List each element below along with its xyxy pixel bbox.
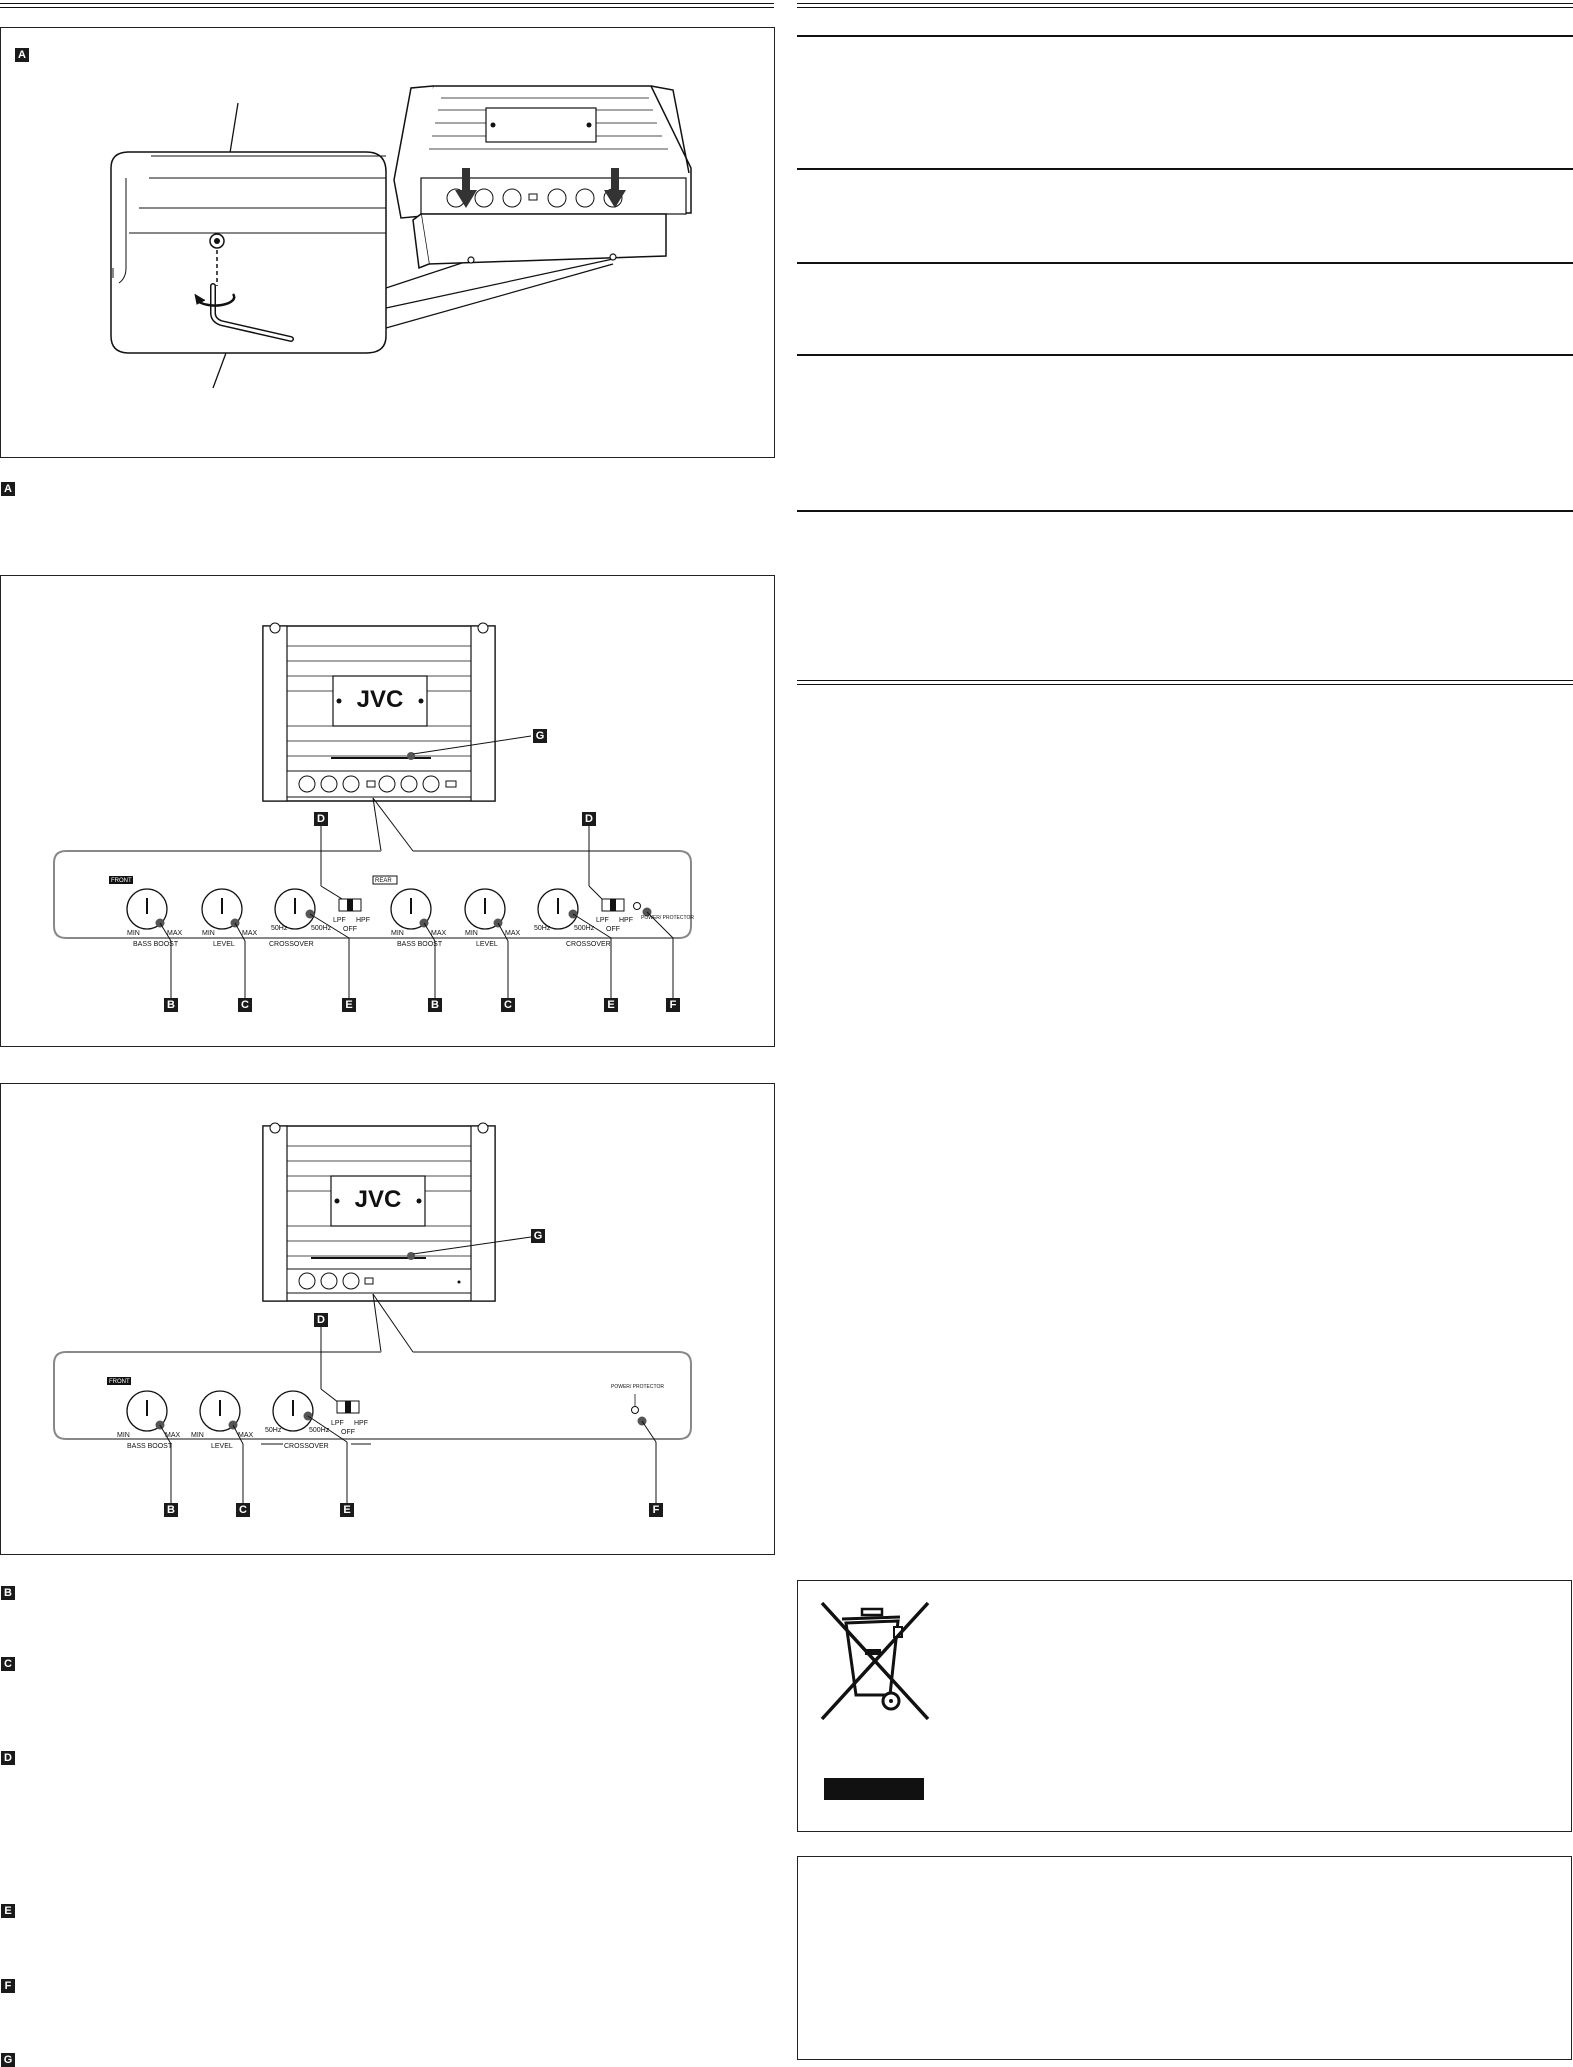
figure-a-panel bbox=[0, 27, 775, 458]
svg-text:LPF: LPF bbox=[596, 917, 609, 924]
legend-b-marker: B bbox=[1, 1586, 15, 1600]
svg-text:BASS BOOST: BASS BOOST bbox=[133, 941, 179, 948]
svg-text:FRONT: FRONT bbox=[111, 878, 132, 884]
callout-4ch-f: F bbox=[666, 998, 680, 1012]
svg-text:LPF: LPF bbox=[331, 1420, 344, 1427]
svg-text:MIN: MIN bbox=[202, 930, 215, 937]
disposal-notice-box bbox=[797, 1580, 1572, 1832]
svg-text:MIN: MIN bbox=[127, 930, 140, 937]
svg-text:MAX: MAX bbox=[238, 1432, 254, 1439]
section-rule-6 bbox=[797, 680, 1573, 685]
amplifier-iso bbox=[394, 86, 691, 268]
svg-text:CROSSOVER: CROSSOVER bbox=[269, 941, 314, 948]
cover-removal-illustration bbox=[1, 28, 774, 457]
svg-text:OFF: OFF bbox=[341, 1429, 355, 1436]
svg-text:LEVEL: LEVEL bbox=[211, 1443, 233, 1450]
brand-logo-4ch: JVC bbox=[356, 686, 404, 713]
callout-2ch-f: F bbox=[649, 1503, 663, 1517]
svg-text:50Hz: 50Hz bbox=[534, 925, 551, 932]
section-rule-2 bbox=[797, 168, 1573, 170]
svg-text:500Hz: 500Hz bbox=[309, 1427, 330, 1434]
brand-logo-2ch: JVC bbox=[354, 1186, 402, 1213]
crossed-out-wheelie-bin-icon bbox=[808, 1591, 948, 1821]
callout-4ch-g: G bbox=[533, 729, 547, 743]
svg-text:500Hz: 500Hz bbox=[574, 925, 595, 932]
svg-text:BASS BOOST: BASS BOOST bbox=[127, 1443, 173, 1450]
svg-text:MIN: MIN bbox=[391, 930, 404, 937]
legend-f-marker: F bbox=[1, 1979, 15, 1993]
svg-text:OFF: OFF bbox=[606, 926, 620, 933]
svg-text:CROSSOVER: CROSSOVER bbox=[284, 1443, 329, 1450]
svg-text:CROSSOVER: CROSSOVER bbox=[566, 941, 611, 948]
section-rule-3 bbox=[797, 262, 1573, 264]
callout-2ch-c: C bbox=[236, 1503, 250, 1517]
svg-text:POWER/ PROTECTOR: POWER/ PROTECTOR bbox=[641, 915, 694, 921]
amplifier-4ch-panel bbox=[0, 575, 775, 1047]
svg-text:MAX: MAX bbox=[431, 930, 447, 937]
section-rule-4 bbox=[797, 354, 1573, 356]
notice-box-bottom bbox=[797, 1856, 1572, 2060]
header-rule-left bbox=[0, 3, 774, 8]
callout-2ch-e: E bbox=[340, 1503, 354, 1517]
figure-a-tag: A bbox=[15, 48, 29, 62]
svg-text:FRONT: FRONT bbox=[109, 1379, 130, 1385]
callout-4ch-e-1: E bbox=[342, 998, 356, 1012]
svg-text:HPF: HPF bbox=[356, 917, 370, 924]
svg-text:500Hz: 500Hz bbox=[311, 925, 332, 932]
caption-a-marker: A bbox=[1, 482, 15, 496]
svg-text:MIN: MIN bbox=[191, 1432, 204, 1439]
section-rule-1 bbox=[797, 35, 1573, 37]
amplifier-2ch-illustration bbox=[1, 1084, 774, 1554]
svg-text:LPF: LPF bbox=[333, 917, 346, 924]
callout-2ch-b: B bbox=[164, 1503, 178, 1517]
callout-4ch-c-1: C bbox=[238, 998, 252, 1012]
svg-text:LEVEL: LEVEL bbox=[213, 941, 235, 948]
legend-g-marker: G bbox=[1, 2053, 15, 2067]
callout-4ch-d-1: D bbox=[314, 812, 328, 826]
callout-4ch-c-2: C bbox=[501, 998, 515, 1012]
svg-text:50Hz: 50Hz bbox=[271, 925, 288, 932]
svg-text:MAX: MAX bbox=[242, 930, 258, 937]
svg-text:50Hz: 50Hz bbox=[265, 1427, 282, 1434]
svg-text:MAX: MAX bbox=[505, 930, 521, 937]
svg-text:POWER/ PROTECTOR: POWER/ PROTECTOR bbox=[611, 1384, 664, 1390]
callout-4ch-e-2: E bbox=[604, 998, 618, 1012]
callout-4ch-d-2: D bbox=[582, 812, 596, 826]
callout-4ch-b-1: B bbox=[164, 998, 178, 1012]
callout-2ch-g: G bbox=[531, 1229, 545, 1243]
svg-text:HPF: HPF bbox=[354, 1420, 368, 1427]
svg-text:BASS BOOST: BASS BOOST bbox=[397, 941, 443, 948]
legend-c-marker: C bbox=[1, 1657, 15, 1671]
amplifier-4ch-illustration bbox=[1, 576, 774, 1046]
svg-text:MIN: MIN bbox=[465, 930, 478, 937]
svg-text:LEVEL: LEVEL bbox=[476, 941, 498, 948]
callout-4ch-b-2: B bbox=[428, 998, 442, 1012]
svg-text:MAX: MAX bbox=[167, 930, 183, 937]
section-rule-5 bbox=[797, 510, 1573, 512]
legend-e-marker: E bbox=[1, 1904, 15, 1918]
svg-text:MIN: MIN bbox=[117, 1432, 130, 1439]
legend-d-marker: D bbox=[1, 1751, 15, 1765]
callout-2ch-d: D bbox=[314, 1313, 328, 1327]
zoom-inset bbox=[111, 152, 386, 353]
svg-text:HPF: HPF bbox=[619, 917, 633, 924]
svg-text:REAR: REAR bbox=[375, 878, 392, 884]
svg-text:OFF: OFF bbox=[343, 926, 357, 933]
header-rule-right bbox=[797, 3, 1573, 8]
svg-text:MAX: MAX bbox=[165, 1432, 181, 1439]
amplifier-2ch-panel bbox=[0, 1083, 775, 1555]
